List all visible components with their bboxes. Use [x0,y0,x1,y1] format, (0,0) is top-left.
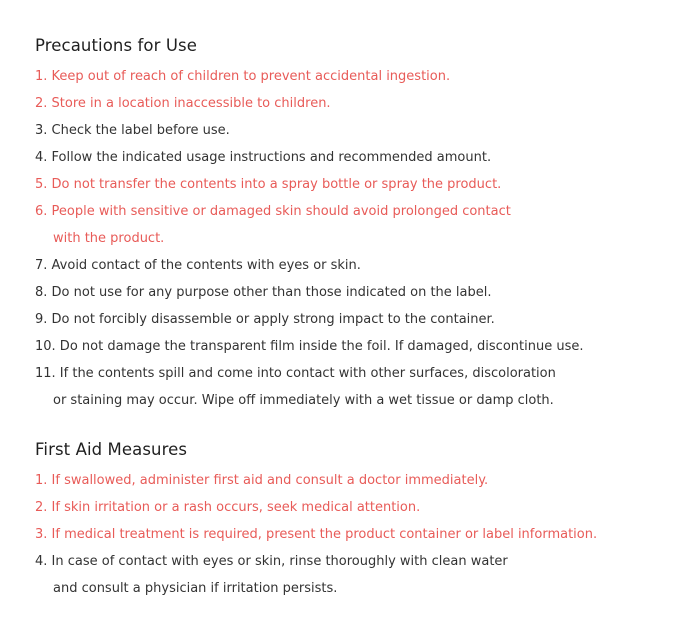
first-aid-item [35,494,675,521]
first-aid-item [35,467,675,494]
list-item-text: 6. People with sensitive or damaged skin should avoid prolonged contact [35,204,511,219]
precautions-item [35,333,675,360]
precautions-item [35,252,675,279]
precautions-section [35,36,675,414]
list-item-continuation: with the product. [53,231,165,246]
list-item-text: 3. If medical treatment is required, present the product container or label information. [35,527,598,542]
precautions-list [35,63,675,414]
precautions-item [35,63,675,90]
list-item-text: 4. Follow the indicated usage instructions and recommended amount. [35,150,492,165]
first-aid-section [35,440,675,602]
list-item-text: 4. In case of contact with eyes or skin, rinse thoroughly with clean water [35,554,508,569]
first-aid-heading: First Aid Measures [35,440,188,459]
list-item-continuation: or staining may occur. Wipe off immediately with a wet tissue or damp cloth. [53,393,554,408]
precautions-item [35,117,675,144]
list-item-text: 11. If the contents spill and come into contact with other surfaces, discoloration [35,366,556,381]
list-item-text: 2. If skin irritation or a rash occurs, seek medical attention. [35,500,421,515]
precautions-item [35,306,675,333]
list-item-text: 5. Do not transfer the contents into a spray bottle or spray the product. [35,177,502,192]
list-item-text: 1. If swallowed, administer first aid and consult a doctor immediately. [35,473,489,488]
precautions-item [35,360,675,414]
first-aid-item [35,521,675,548]
list-item-text: 9. Do not forcibly disassemble or apply strong impact to the container. [35,312,495,327]
list-item-text: 2. Store in a location inaccessible to children. [35,96,331,111]
precautions-heading: Precautions for Use [35,36,197,55]
precautions-item [35,90,675,117]
list-item-text: 7. Avoid contact of the contents with eyes or skin. [35,258,361,273]
precautions-item [35,144,675,171]
first-aid-list [35,467,675,602]
precautions-item [35,171,675,198]
list-item-text: 10. Do not damage the transparent film inside the foil. If damaged, discontinue use. [35,339,584,354]
list-item-text: 8. Do not use for any purpose other than those indicated on the label. [35,285,492,300]
precautions-item [35,198,675,252]
list-item-text: 1. Keep out of reach of children to prevent accidental ingestion. [35,69,451,84]
list-item-text: 3. Check the label before use. [35,123,230,138]
precautions-item [35,279,675,306]
list-item-continuation: and consult a physician if irritation persists. [53,581,338,596]
first-aid-item [35,548,675,602]
